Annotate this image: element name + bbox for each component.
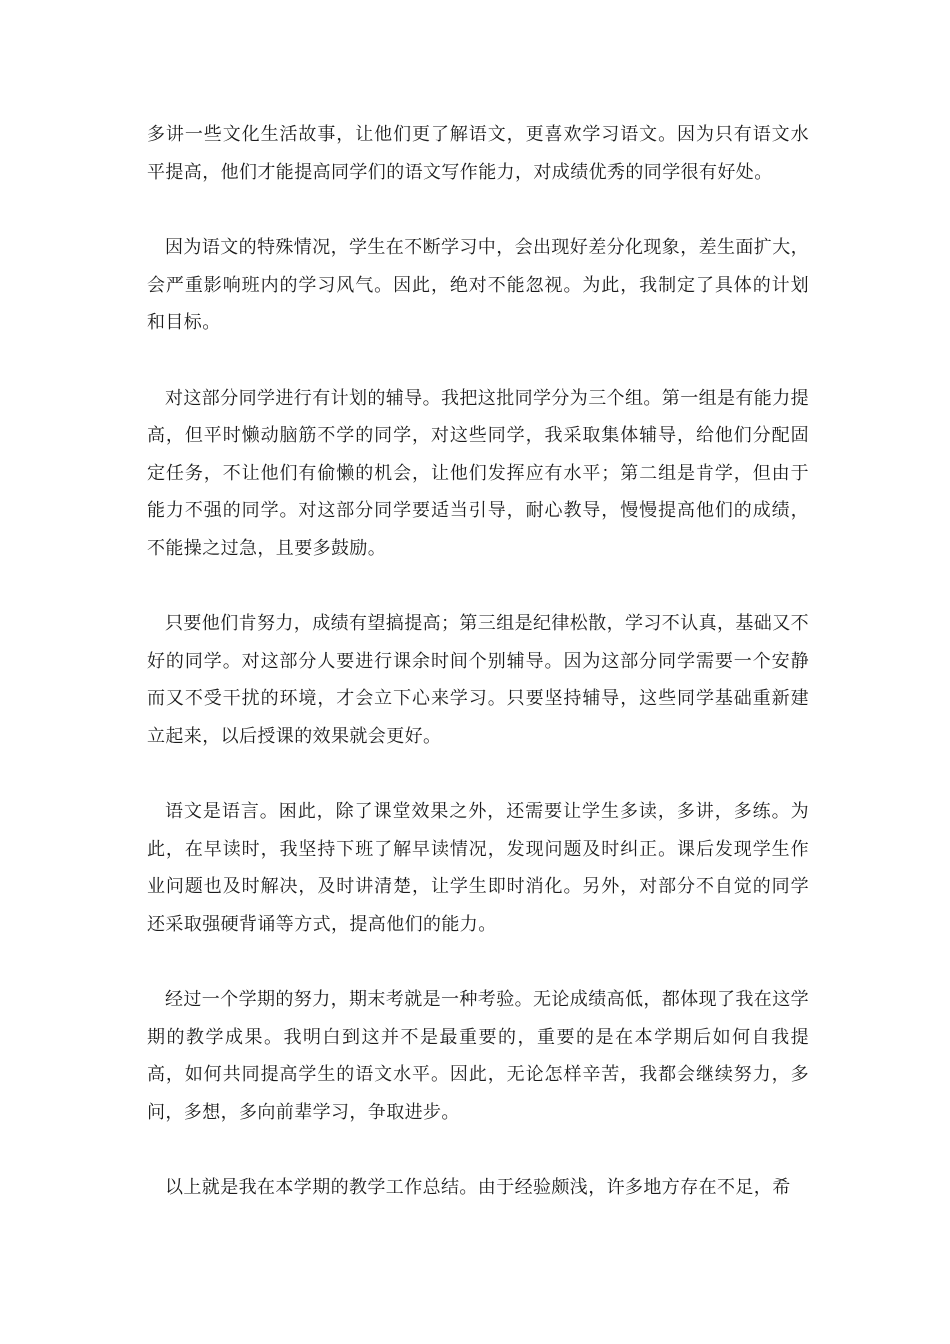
paragraph-3: 对这部分同学进行有计划的辅导。我把这批同学分为三个组。第一组是有能力提高，但平时懒动脑筋不学的同学，对这些同学，我采取集体辅导，给他们分配固定任务，不让他们有偷懒的机会，让他们发挥应有水平；第二组是肯学，但由于能力不强的同学。对这部分同学要适当引导，耐心教导，慢慢提高他们的成绩，不能操之过急，且要多鼓励。 xyxy=(147,387,809,559)
paragraph-4: 只要他们肯努力，成绩有望搞提高；第三组是纪律松散，学习不认真，基础又不好的同学。对这部分人要进行课余时间个别辅导。因为这部分同学需要一个安静而又不受干扰的环境，才会立下心来学习。只要坚持辅导，这些同学基础重新建立起来，以后授课的效果就会更好。 xyxy=(147,613,809,747)
paragraph-5: 语文是语言。困此，除了课堂效果之外，还需要让学生多读，多讲，多练。为此，在早读时，我坚持下班了解早读情况，发现问题及时纠正。课后发现学生作业问题也及时解决，及时讲清楚，让学生即时消化。另外，对部分不自觉的同学还采取强硬背诵等方式，提高他们的能力。 xyxy=(147,801,809,935)
document-body xyxy=(147,116,809,1245)
paragraph-6: 经过一个学期的努力，期末考就是一种考验。无论成绩高低，都体现了我在这学期的教学成果。我明白到这并不是最重要的，重要的是在本学期后如何自我提高，如何共同提高学生的语文水平。因此，无论怎样辛苦，我都会继续努力，多问，多想，多向前辈学习，争取进步。 xyxy=(147,989,809,1123)
paragraph-7: 以上就是我在本学期的教学工作总结。由于经验颇浅，许多地方存在不足，希 xyxy=(165,1177,791,1198)
paragraph-2: 因为语文的特殊情况，学生在不断学习中，会出现好差分化现象，差生面扩大，会严重影响班内的学习风气。因此，绝对不能忽视。为此，我制定了具体的计划和目标。 xyxy=(147,237,809,333)
paragraph-1: 多讲一些文化生活故事，让他们更了解语文，更喜欢学习语文。因为只有语文水平提高，他们才能提高同学们的语文写作能力，对成绩优秀的同学很有好处。 xyxy=(147,124,809,183)
